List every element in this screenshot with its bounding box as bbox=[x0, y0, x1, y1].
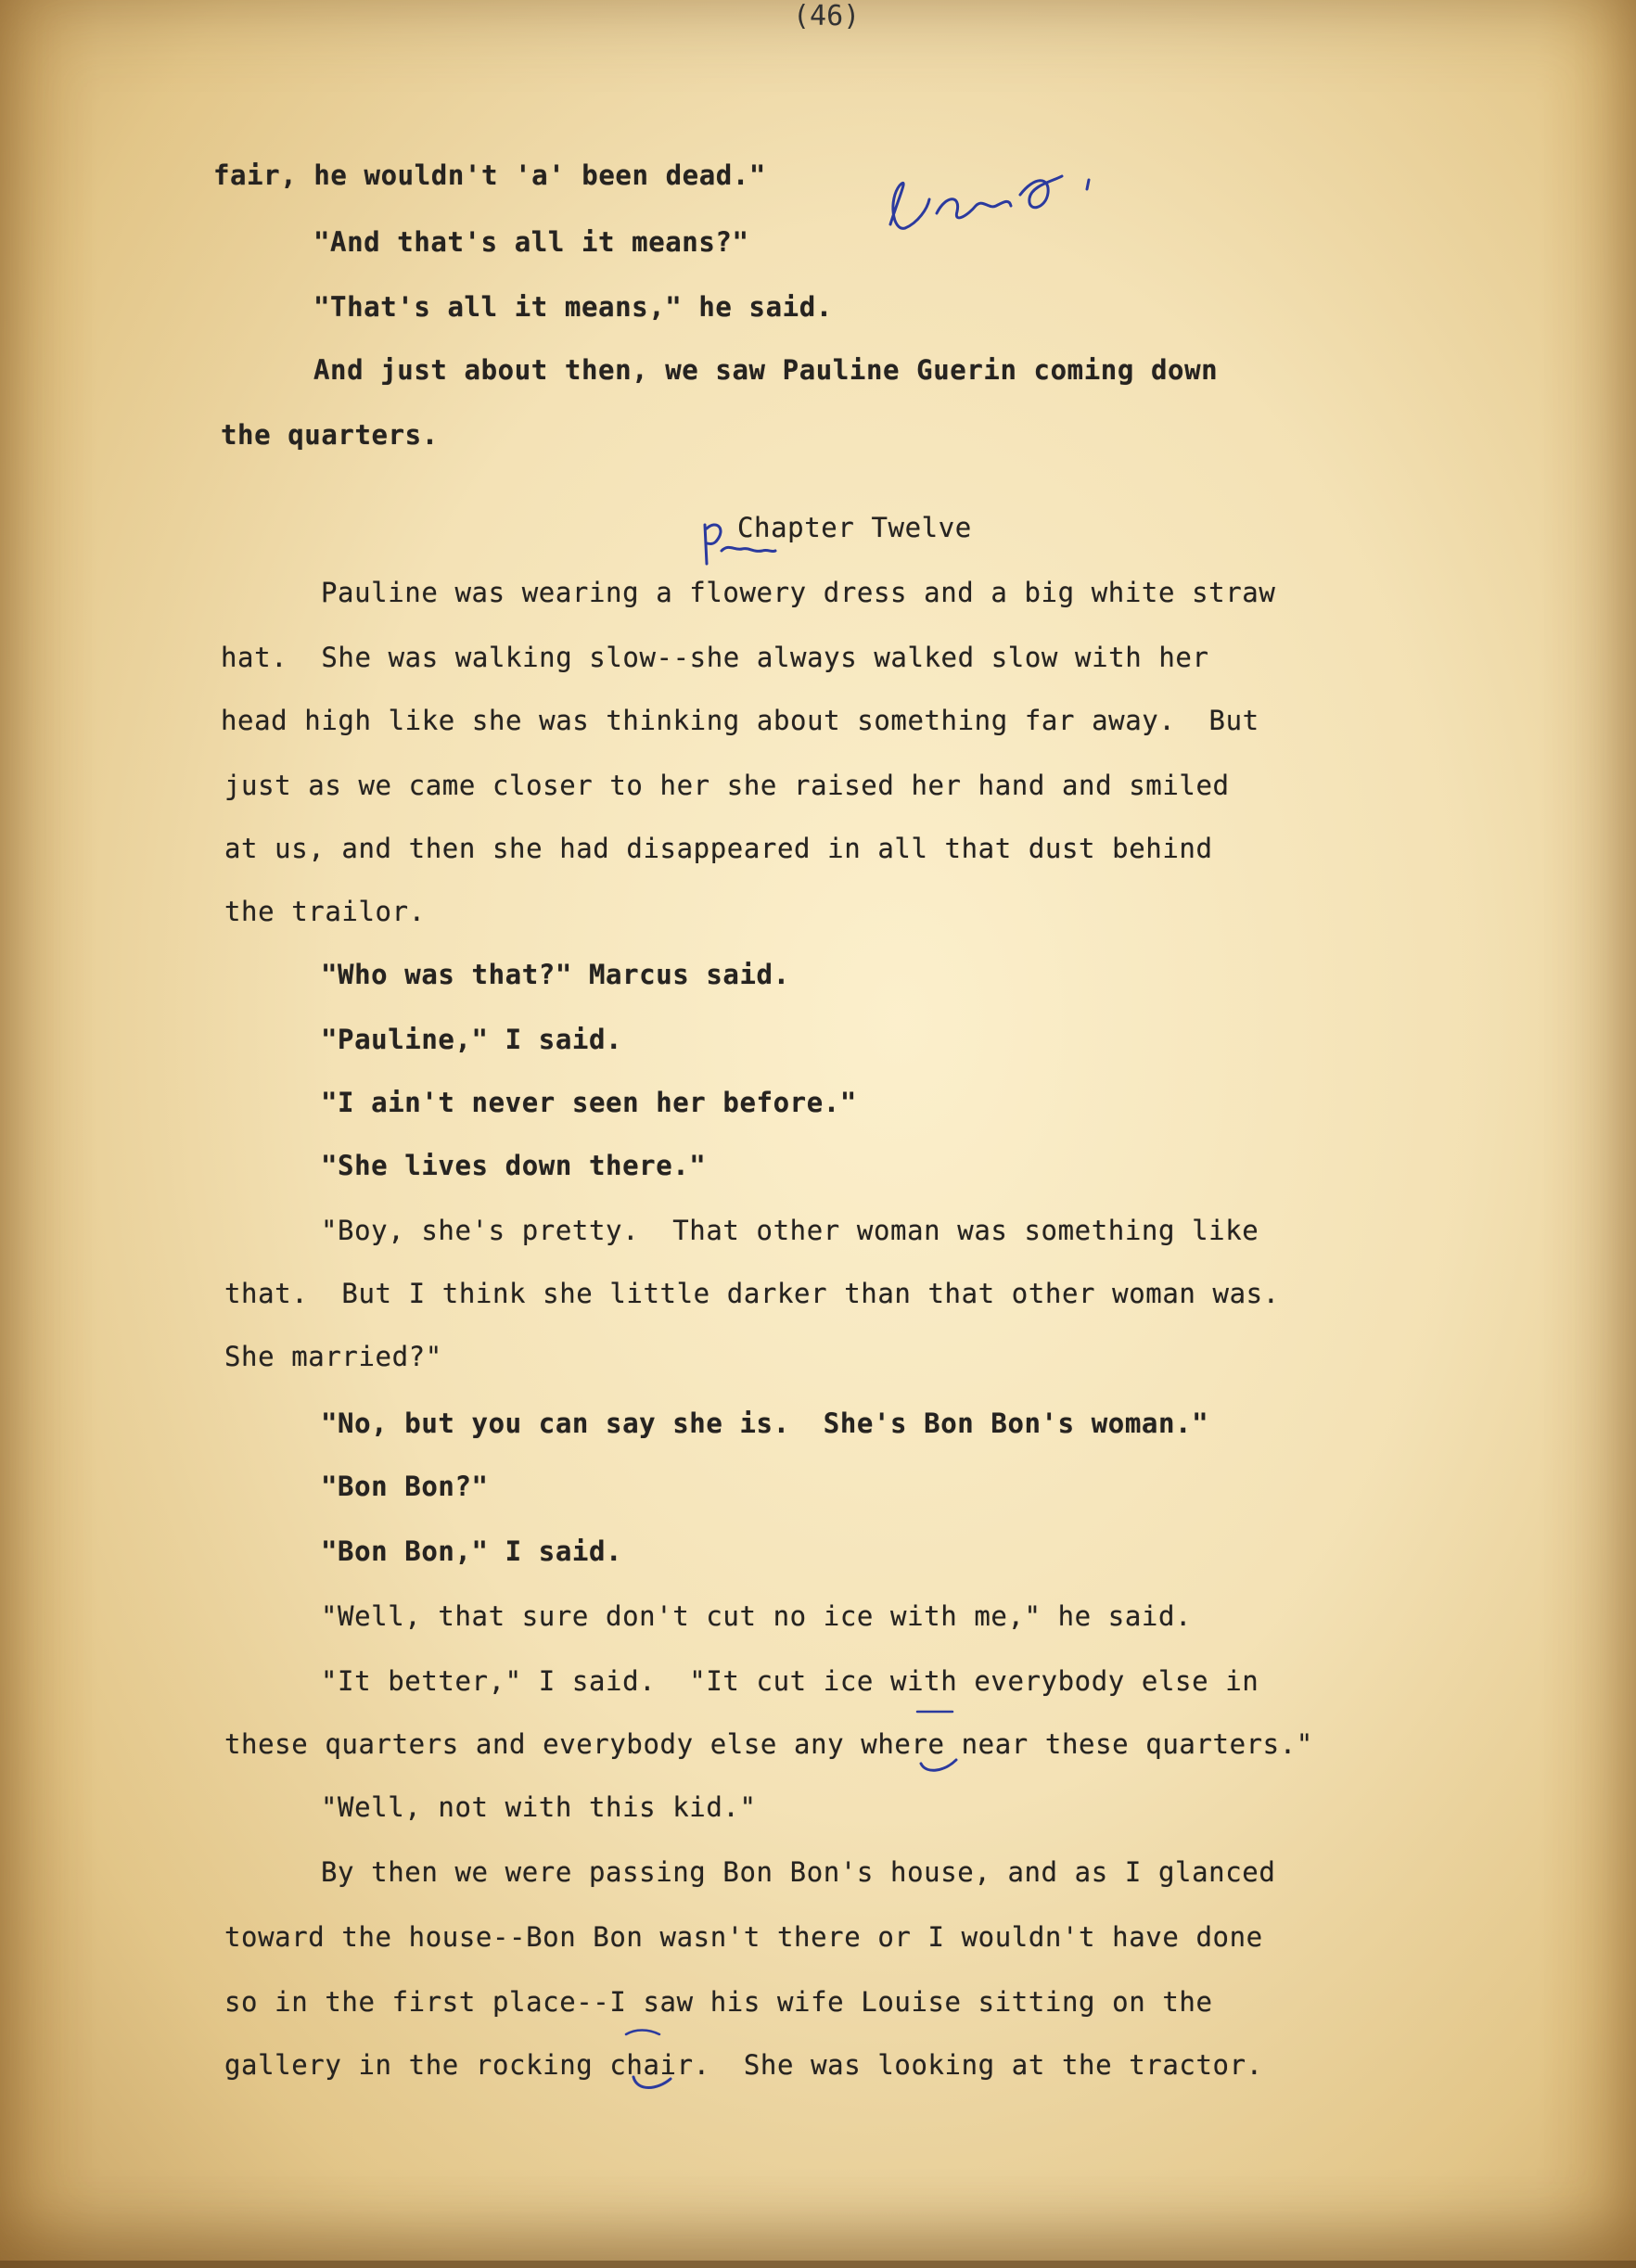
text-line: "I ain't never seen her before." bbox=[321, 1087, 857, 1118]
text-line: fair, he wouldn't 'a' been dead." bbox=[213, 159, 766, 191]
text-line: hat. She was walking slow--she always walked slow with her bbox=[221, 642, 1209, 673]
text-line: so in the first place--I saw his wife Louise sitting on the bbox=[224, 1986, 1213, 2018]
text-line: gallery in the rocking chair. She was looking at the tractor. bbox=[224, 2049, 1263, 2081]
text-line: at us, and then she had disappeared in all that dust behind bbox=[224, 833, 1213, 864]
text-line: "No, but you can say she is. She's Bon Bon's woman." bbox=[321, 1408, 1209, 1439]
text-line: "She lives down there." bbox=[321, 1150, 707, 1181]
text-line: "That's all it means," he said. bbox=[313, 291, 833, 323]
text-line: "Bon Bon," I said. bbox=[321, 1535, 623, 1567]
chapter-heading: Chapter Twelve bbox=[737, 512, 972, 543]
page-number: (46) bbox=[793, 0, 861, 32]
handwritten-scribble-annotation bbox=[872, 158, 1131, 260]
text-line: just as we came closer to her she raised her hand and smiled bbox=[224, 770, 1230, 801]
text-line: the quarters. bbox=[221, 419, 439, 451]
text-line: "And that's all it means?" bbox=[313, 226, 749, 258]
text-line: "Bon Bon?" bbox=[321, 1471, 489, 1502]
text-line: that. But I think she little darker than that other woman was. bbox=[224, 1278, 1280, 1309]
text-line: She married?" bbox=[224, 1341, 442, 1372]
text-line: "It better," I said. "It cut ice with everybody else in bbox=[321, 1665, 1259, 1697]
text-line: head high like she was thinking about something far away. But bbox=[221, 705, 1259, 736]
text-line: "Well, not with this kid." bbox=[321, 1791, 757, 1823]
text-line: And just about then, we saw Pauline Guerin coming down bbox=[313, 354, 1219, 386]
text-line: "Well, that sure don't cut no ice with me," he said. bbox=[321, 1600, 1193, 1632]
page-bottom-edge bbox=[0, 2261, 1636, 2268]
text-line: "Who was that?" Marcus said. bbox=[321, 959, 790, 990]
text-line: the trailor. bbox=[224, 896, 426, 927]
text-line: toward the house--Bon Bon wasn't there or I wouldn't have done bbox=[224, 1921, 1263, 1953]
text-line: "Boy, she's pretty. That other woman was something like bbox=[321, 1215, 1259, 1246]
text-line: Pauline was wearing a flowery dress and a big white straw bbox=[321, 577, 1276, 608]
text-line: "Pauline," I said. bbox=[321, 1024, 623, 1055]
text-line: By then we were passing Bon Bon's house, and as I glanced bbox=[321, 1856, 1276, 1888]
text-line: these quarters and everybody else any where near these quarters." bbox=[224, 1728, 1313, 1760]
